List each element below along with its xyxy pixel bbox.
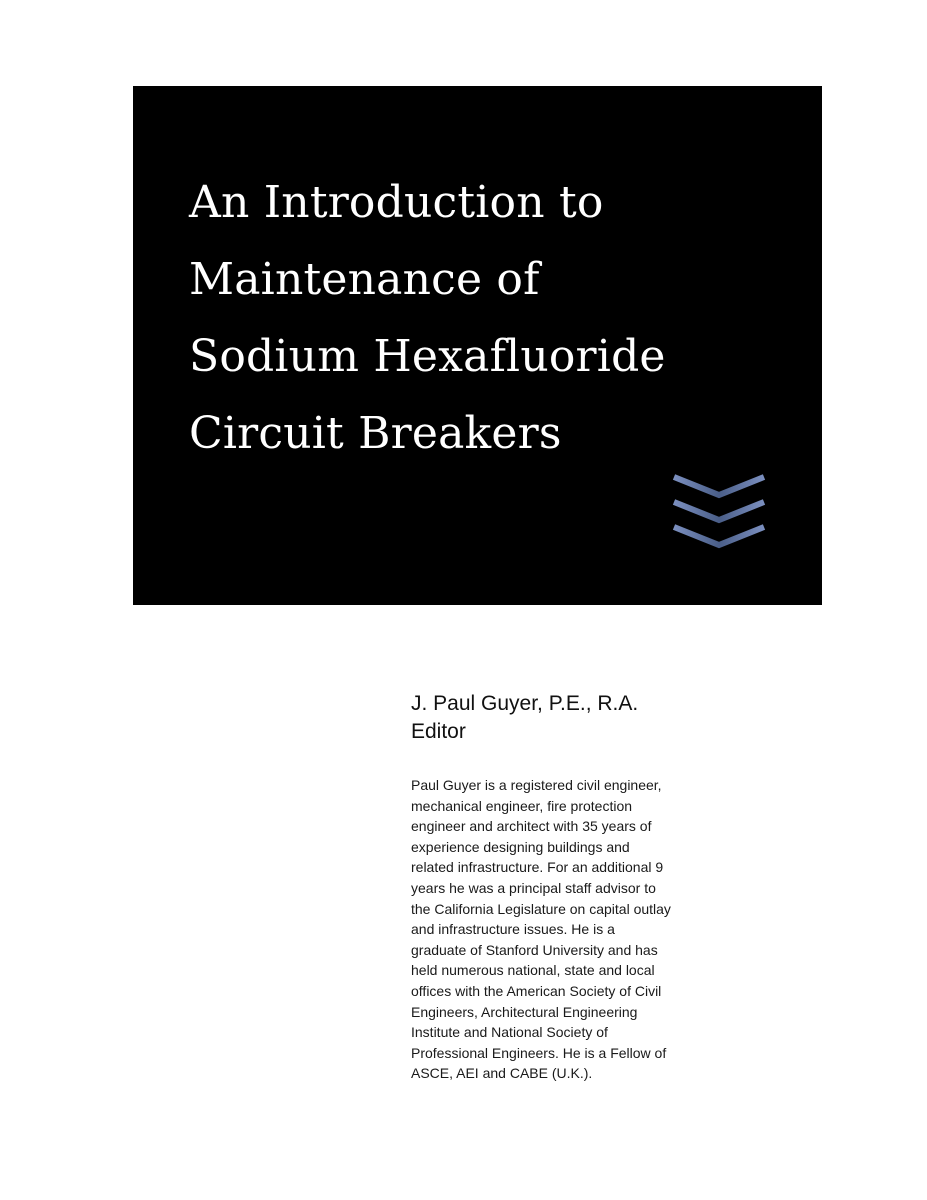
bio-line: the California Legislature on capital outlay: [411, 900, 671, 917]
bio-line: and infrastructure issues. He is a: [411, 921, 615, 938]
triple-chevron-down-icon: [671, 471, 767, 553]
book-title-line: Maintenance of: [189, 254, 540, 305]
bio-line: related infrastructure. For an additional 9: [411, 859, 664, 876]
author-name: J. Paul Guyer, P.E., R.A.: [411, 692, 639, 715]
author-block: [411, 691, 771, 745]
bio-line: mechanical engineer, fire protection: [411, 797, 633, 814]
bio-line: Professional Engineers. He is a Fellow of: [411, 1044, 667, 1061]
bio-line: engineer and architect with 35 years of: [411, 818, 652, 835]
bio-line: years he was a principal staff advisor to: [411, 879, 656, 896]
book-title-line: Sodium Hexafluoride: [189, 331, 666, 382]
author-role: Editor: [411, 720, 466, 743]
book-title-line: An Introduction to: [189, 177, 604, 228]
bio-line: graduate of Stanford University and has: [411, 941, 658, 958]
chevron-stroke: [674, 477, 764, 495]
bio-line: Paul Guyer is a registered civil engineer,: [411, 777, 662, 793]
book-title: [189, 164, 809, 472]
bio-line: Engineers, Architectural Engineering: [411, 1003, 638, 1020]
bio-line: held numerous national, state and local: [411, 962, 655, 979]
chevron-stroke: [674, 502, 764, 520]
book-title-line: Circuit Breakers: [189, 408, 562, 459]
author-bio: [411, 775, 781, 1084]
cover-title-panel: [133, 86, 822, 605]
bio-line: ASCE, AEI and CABE (U.K.).: [411, 1065, 593, 1082]
bio-line: offices with the American Society of Civil: [411, 982, 662, 999]
bio-line: experience designing buildings and: [411, 838, 630, 855]
chevron-stroke: [674, 527, 764, 545]
bio-line: Institute and National Society of: [411, 1024, 608, 1041]
